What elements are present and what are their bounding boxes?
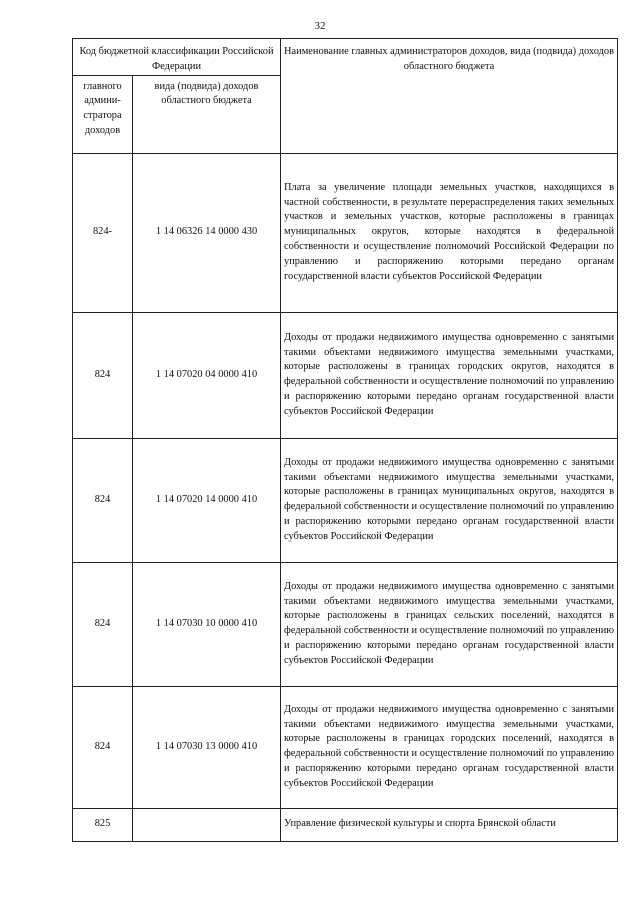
income-name-cell: Плата за увеличение площади земельных участков, находящихся в частной собственности, в результате перераспределения таких земельных участков и земельных участков, которые расположены в границах муниципальных округов, которые находятся в федеральной собственности и осуществление полномочий Российской Федерации по управлению и распоряжению которыми передано органам государственной власти субъектов Российской Федерации bbox=[281, 153, 618, 312]
income-code-cell bbox=[133, 808, 281, 841]
administrator-name-cell: Управление физической культуры и спорта Брянской области bbox=[281, 808, 618, 841]
income-name-cell: Доходы от продажи недвижимого имущества одновременно с занятыми такими объектами недвижимого имущества земельными участками, которые расположены в границах сельских поселений, находятся в федеральной собственности и осуществление полномочий по управлению и распоряжению которыми передано органам государственной власти субъектов Российской Федерации bbox=[281, 562, 618, 686]
admin-code-cell: 824 bbox=[73, 438, 133, 562]
admin-code-cell: 824 bbox=[73, 562, 133, 686]
income-code-cell: 1 14 07020 04 0000 410 bbox=[133, 312, 281, 438]
header-name-column: Наименование главных администраторов доходов, вида (подвида) доходов областного бюджета bbox=[281, 39, 618, 154]
admin-code-cell: 825 bbox=[73, 808, 133, 841]
header-budget-code-group: Код бюджетной классификации Российской Федерации bbox=[73, 39, 281, 76]
admin-code-cell: 824 bbox=[73, 686, 133, 808]
page-number: 32 bbox=[314, 20, 326, 32]
table-row bbox=[73, 686, 618, 808]
income-name-cell: Доходы от продажи недвижимого имущества одновременно с занятыми такими объектами недвижимого имущества земельными участками, которые расположены в границах муниципальных округов, находятся в федеральной собственности и осуществление полномочий по управлению и распоряжению которыми передано органам государственной власти субъектов Российской Федерации bbox=[281, 438, 618, 562]
table-row bbox=[73, 312, 618, 438]
income-code-cell: 1 14 07020 14 0000 410 bbox=[133, 438, 281, 562]
header-code-column: вида (подвида) доходов областного бюджета bbox=[133, 75, 281, 153]
income-code-cell: 1 14 06326 14 0000 430 bbox=[133, 153, 281, 312]
table-row bbox=[73, 562, 618, 686]
table-row bbox=[73, 438, 618, 562]
admin-code-cell: 824 bbox=[73, 312, 133, 438]
header-admin-column: главного админи-стратора доходов bbox=[73, 75, 133, 153]
income-name-cell: Доходы от продажи недвижимого имущества одновременно с занятыми такими объектами недвижимого имущества земельными участками, которые расположены в границах городских округов, находятся в федеральной собственности и осуществление полномочий по управлению и распоряжению которыми передано органам государственной власти субъектов Российской Федерации bbox=[281, 312, 618, 438]
table-row bbox=[73, 808, 618, 841]
table-header-row bbox=[73, 39, 618, 76]
income-name-cell: Доходы от продажи недвижимого имущества одновременно с занятыми такими объектами недвижимого имущества земельными участками, которые расположены в границах городских поселений, находятся в федеральной собственности и осуществление полномочий по управлению и распоряжению которыми передано органам государственной власти субъектов Российской Федерации bbox=[281, 686, 618, 808]
budget-classification-table bbox=[72, 38, 618, 842]
income-code-cell: 1 14 07030 10 0000 410 bbox=[133, 562, 281, 686]
income-code-cell: 1 14 07030 13 0000 410 bbox=[133, 686, 281, 808]
admin-code-cell: 824- bbox=[73, 153, 133, 312]
table-row bbox=[73, 153, 618, 312]
